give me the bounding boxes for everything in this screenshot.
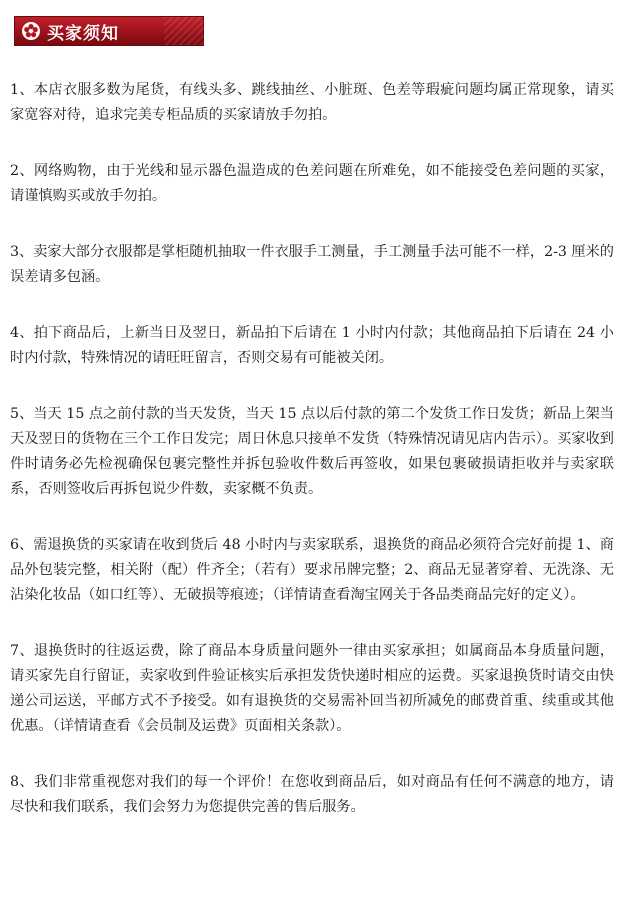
section-header (14, 16, 204, 46)
notice-item-3: 3、卖家大部分衣服都是掌柜随机抽取一件衣服手工测量，手工测量手法可能不一样，2-3 厘米的误差请多包涵。 (10, 244, 614, 285)
notice-item-6: 6、需退换货的买家请在收到货后 48 小时内与卖家联系，退换货的商品必须符合完好前提 1、商品外包装完整，相关附（配）件齐全；（若有）要求吊牌完整；2、商品无显著穿着、无洗涤、无沾染化妆品（如口红等）、无破损等痕迹；（详情请查看淘宝网关于各品类商品完好的定义）。 (10, 537, 614, 603)
section-title: 买家须知 (47, 23, 119, 44)
notice-item-5: 5、当天 15 点之前付款的当天发货，当天 15 点以后付款的第二个发货工作日发货；新品上架当天及翌日的货物在三个工作日发完；周日休息只接单不发货（特殊情况请见店内告示）。买家收到件时请务必先检视确保包裹完整性并拆包验收件数后再签收，如果包裹破损请拒收并与卖家联系，否则签收后再拆包说少件数，卖家概不负责。 (10, 406, 614, 497)
notice-item-7: 7、退换货时的往返运费，除了商品本身质量问题外一律由买家承担；如属商品本身质量问题，请买家先自行留证，卖家收到件验证核实后承担发货快递时相应的运费。买家退换货时请交由快递公司运送，平邮方式不予接受。如有退换货的交易需补回当初所减免的邮费首重、续重或其他优惠。（详情请查看《会员制及运费》页面相关条款）。 (10, 643, 614, 734)
notice-item-8: 8、我们非常重视您对我们的每一个评价！在您收到商品后，如对商品有任何不满意的地方，请尽快和我们联系，我们会努力为您提供完善的售后服务。 (10, 774, 614, 815)
notice-item-4: 4、拍下商品后，上新当日及翌日，新品拍下后请在 1 小时内付款；其他商品拍下后请在 24 小时内付款，特殊情况的请旺旺留言，否则交易有可能被关闭。 (10, 325, 614, 366)
notice-item-1: 1、本店衣服多数为尾货，有线头多、跳线抽丝、小脏斑、色差等瑕疵问题均属正常现象，请买家宽容对待，追求完美专柜品质的买家请放手勿拍。 (10, 82, 614, 123)
notice-list (10, 78, 614, 820)
flower-icon (21, 21, 41, 41)
notice-item-2: 2、网络购物，由于光线和显示器色温造成的色差问题在所难免，如不能接受色差问题的买家，请谨慎购买或放手勿拍。 (10, 163, 614, 204)
